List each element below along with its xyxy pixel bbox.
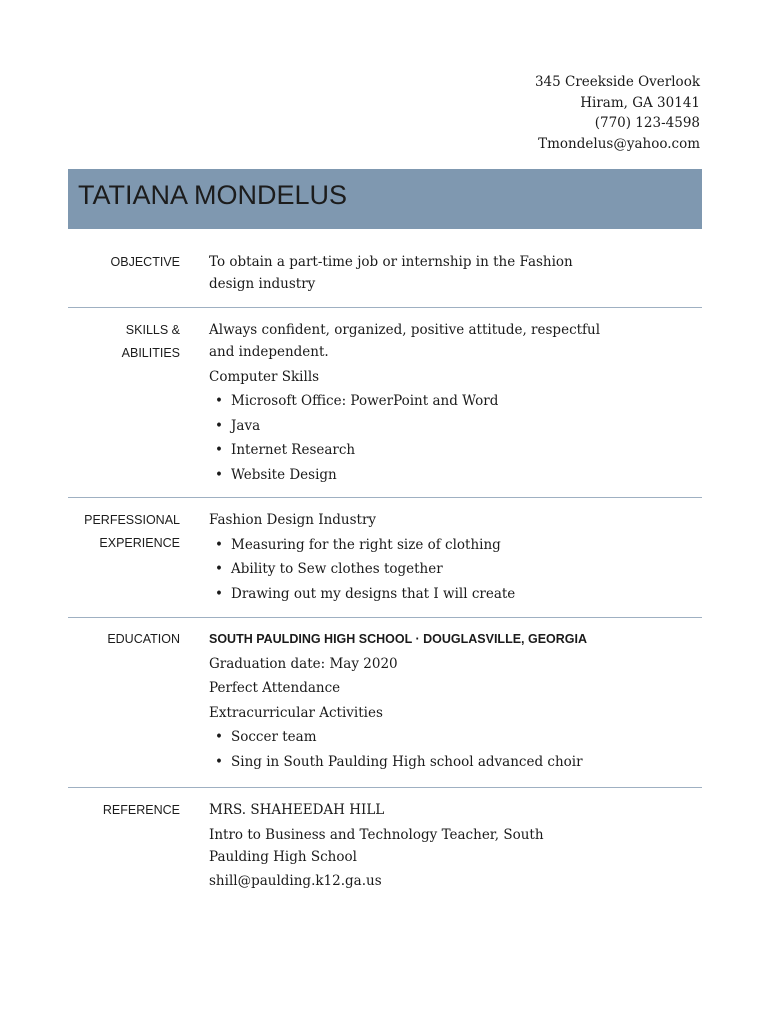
education-content <box>209 628 629 775</box>
contact-email: Tmondelus@yahoo.com <box>538 136 700 153</box>
section-divider <box>68 497 702 498</box>
list-item: • Sing in South Paulding High school advanced choir <box>209 751 629 773</box>
section-divider <box>68 307 702 308</box>
reference-label: REFERENCE <box>102 803 180 817</box>
education-attendance: Perfect Attendance <box>209 680 341 696</box>
reference-email: shill@paulding.k12.ga.us <box>209 873 382 889</box>
list-item: • Microsoft Office: PowerPoint and Word <box>209 390 609 412</box>
section-divider <box>68 617 702 618</box>
list-item: • Internet Research <box>209 439 609 461</box>
experience-content <box>209 509 609 607</box>
experience-heading: Fashion Design Industry <box>209 512 377 528</box>
name-banner <box>68 169 702 229</box>
list-item: • Java <box>209 415 609 437</box>
education-list <box>209 726 629 773</box>
objective-label: OBJECTIVE <box>110 255 180 269</box>
list-item: • Website Design <box>209 464 609 486</box>
reference-content <box>209 799 589 895</box>
experience-list <box>209 534 609 605</box>
experience-label-line2: EXPERIENCE <box>99 536 180 550</box>
education-school: SOUTH PAULDING HIGH SCHOOL · DOUGLASVILLE, GEORGIA <box>209 632 588 646</box>
contact-city: Hiram, GA 30141 <box>580 94 700 111</box>
contact-address: 345 Creekside Overlook <box>534 74 700 90</box>
skills-summary: Always confident, organized, positive attitude, respectful and independent. <box>209 322 601 360</box>
contact-block <box>535 72 700 155</box>
skills-heading: Computer Skills <box>209 368 320 385</box>
resume-name: TATIANA MONDELUS <box>78 180 348 210</box>
objective-content <box>209 251 609 298</box>
list-item: • Drawing out my designs that I will create <box>209 583 609 605</box>
education-graduation: Graduation date: May 2020 <box>209 655 398 672</box>
skills-list <box>209 390 609 486</box>
skills-content <box>209 319 609 488</box>
education-label: EDUCATION <box>107 632 180 646</box>
education-activities-heading: Extracurricular Activities <box>209 704 383 721</box>
list-item: • Measuring for the right size of clothing <box>209 534 609 556</box>
list-item: • Ability to Sew clothes together <box>209 558 609 580</box>
list-item: • Soccer team <box>209 726 629 748</box>
contact-phone: (770) 123-4598 <box>594 115 700 132</box>
reference-title: Intro to Business and Technology Teacher, South Paulding High School <box>209 826 544 865</box>
objective-text: To obtain a part-time job or internship in the Fashion design industry <box>209 254 573 292</box>
skills-label: SKILLS & ABILITIES <box>121 323 180 360</box>
reference-name: MRS. SHAHEEDAH HILL <box>209 802 385 818</box>
section-divider <box>68 787 702 788</box>
experience-label-line1: PERFESSIONAL <box>84 513 180 527</box>
